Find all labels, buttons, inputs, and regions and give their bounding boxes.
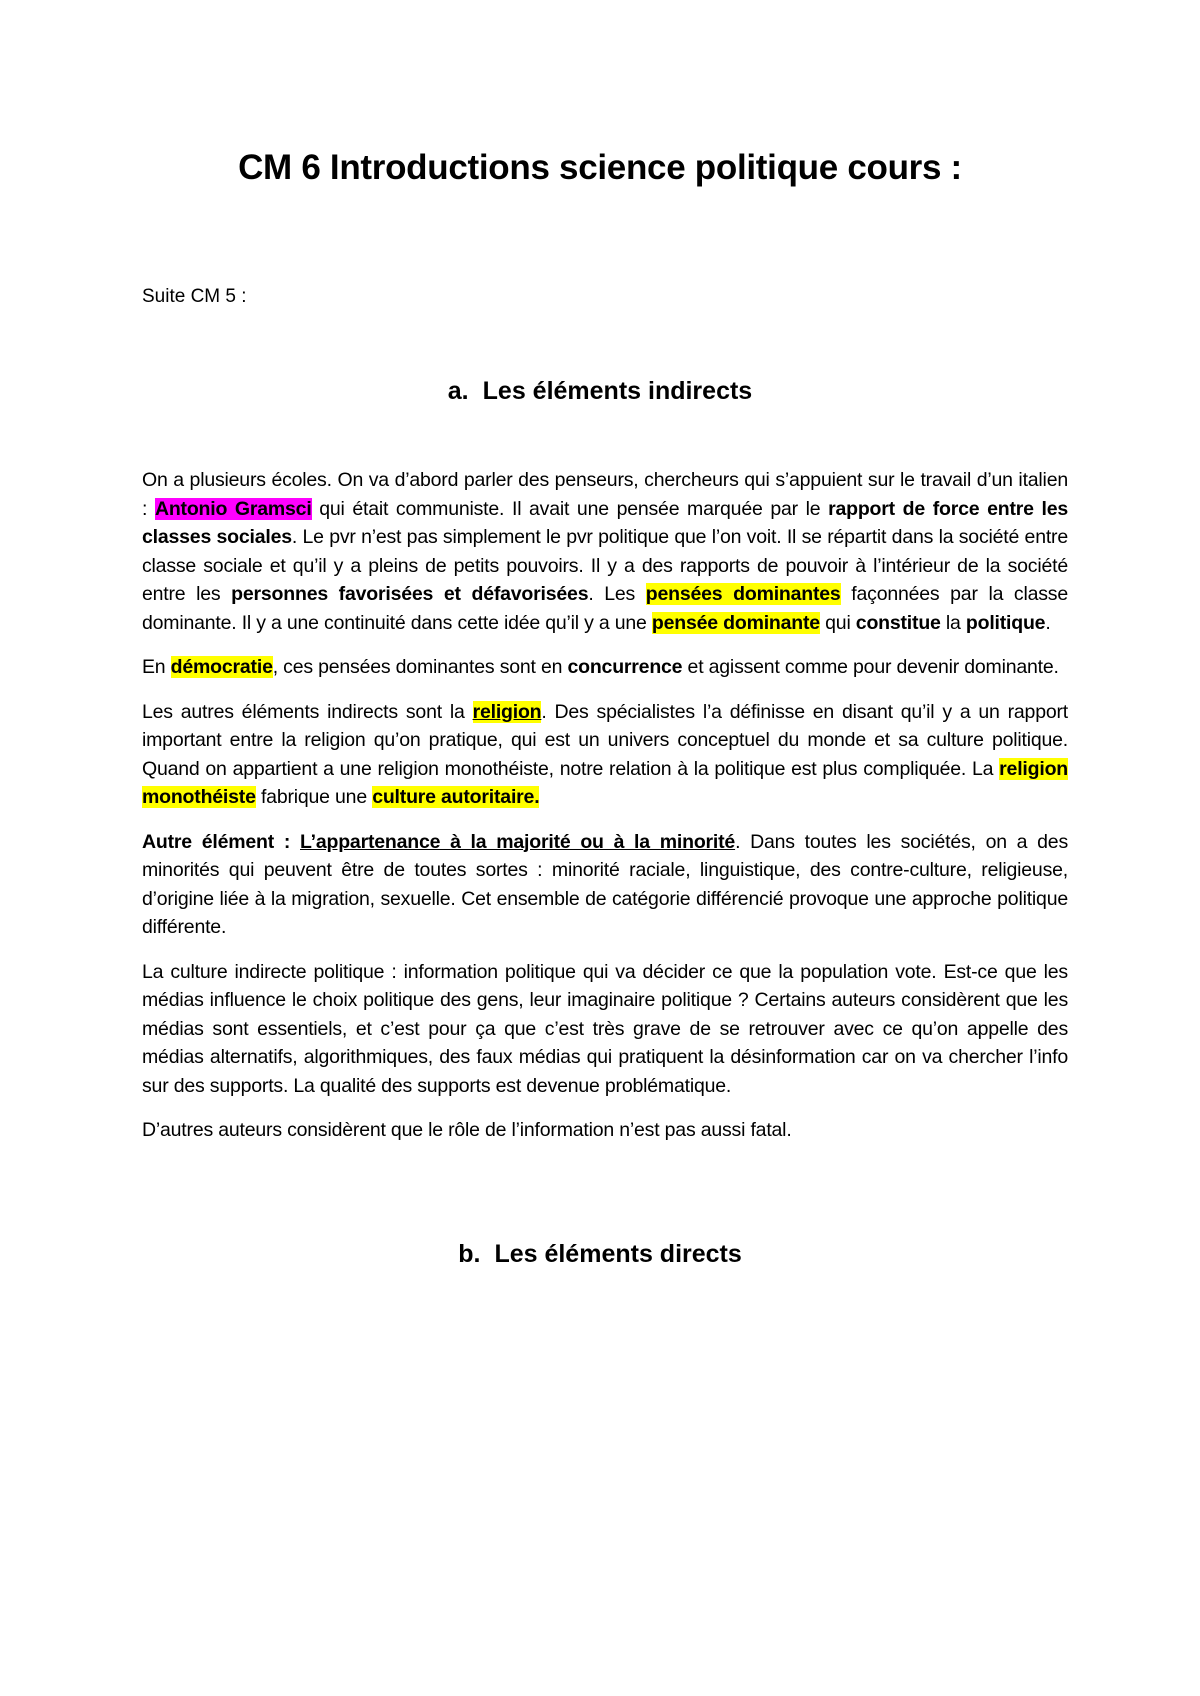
text-run: En: [142, 656, 171, 678]
section-b-heading: [0, 1240, 1200, 1269]
paragraph-democratie: [142, 653, 1068, 682]
bold-personnes-favorisees: personnes favorisées et défavorisées: [231, 583, 589, 605]
bold-concurrence: concurrence: [567, 656, 683, 678]
text-run: .: [1045, 611, 1051, 634]
paragraph-medias: La culture indirecte politique : information politique qui va décider ce que la population vote. Est-ce que les médias influence le choix politique des gens, leur imaginaire politique ? Certains auteurs considèrent que les médias sont essentiels, et c’est pour ça que c’est très grave de se retrouver avec ce qu’on appelle des médias alternatifs, algorithmiques, des faux médias qui pratiquent la désinformation car on va chercher l’info sur des supports. La qualité des supports est devenue problématique.: [142, 960, 1068, 1097]
lead-line: Suite CM 5 :: [142, 286, 247, 307]
text-run: fabrique une: [255, 786, 373, 808]
text-run: On a plusieurs écoles. On va d’abord parler des penseurs, chercheurs qui s’appuient sur le travail d’un italien :: [142, 469, 1068, 520]
section-a-heading: [0, 377, 1200, 406]
section-a-body: [142, 466, 1068, 1161]
document-title: CM 6 Introductions science politique cours :: [238, 148, 962, 187]
text-run: qui: [819, 611, 856, 634]
text-run: façonnées par la classe dominante. Il y a une continuité dans cette idée qu’il y a une: [142, 583, 1068, 634]
section-b-number: b.: [458, 1240, 481, 1268]
highlight-gramsci: Antonio Gramsci: [154, 497, 312, 520]
section-a-title: Les éléments indirects: [482, 377, 753, 405]
highlight-pensees-dominantes: pensées dominantes: [645, 583, 841, 605]
bold-rapport-de-force: rapport de force entre les classes sociales: [142, 497, 1069, 548]
text-run: . Dans toutes les sociétés, on a des minorités qui peuvent être de toutes sortes : minorité raciale, linguistique, des contre-culture, religieuse, d’origine liée à la migration, sexuelle. Cet ensemble de catégorie différencié provoque une approche politique différente.: [142, 830, 1068, 938]
underline-appartenance: L’appartenance à la majorité ou à la minorité: [300, 830, 736, 853]
bold-autre-element: Autre élément :: [142, 830, 300, 853]
text-run: la: [940, 611, 966, 634]
text-run: . Des spécialistes l’a définisse en disant qu’il y a un rapport important entre la religion qu’on pratique, qui est un univers conceptuel du monde et sa culture politique. Quand on appartient a une religion monothéiste, notre relation à la politique est plus compliquée. La: [142, 700, 1069, 780]
text-run: qui était communiste. Il avait une pensée marquée par le: [311, 497, 829, 520]
section-b-title: Les éléments directs: [494, 1240, 742, 1268]
paragraph-minorite: [142, 828, 1068, 942]
bold-constitue: constitue: [855, 611, 941, 634]
text-run: et agissent comme pour devenir dominante.: [682, 656, 1059, 678]
highlight-democratie: démocratie: [170, 656, 273, 678]
highlight-pensee-dominante: pensée dominante: [651, 611, 820, 634]
text-run: Les autres éléments indirects sont la: [142, 700, 473, 723]
section-a-number: a.: [447, 377, 469, 405]
highlight-culture-autoritaire: culture autoritaire.: [372, 786, 540, 808]
highlight-religion-monotheiste: religion monothéiste: [142, 757, 1068, 808]
paragraph-autres-auteurs: D’autres auteurs considèrent que le rôle de l’information n’est pas aussi fatal.: [142, 1119, 792, 1141]
paragraph-religion: [142, 698, 1068, 812]
text-run: , ces pensées dominantes sont en: [272, 656, 568, 678]
text-run: . Le pvr n’est pas simplement le pvr politique que l’on voit. Il se répartit dans la société entre classe sociale et qu’il y a pleins de petits pouvoirs. Il y a des rapports de pouvoir à l’intérieur de la société entre les: [142, 526, 1068, 605]
highlight-religion: religion: [472, 700, 542, 723]
paragraph-gramsci: [142, 466, 1068, 637]
text-run: . Les: [588, 583, 646, 605]
bold-politique: politique: [965, 611, 1046, 634]
